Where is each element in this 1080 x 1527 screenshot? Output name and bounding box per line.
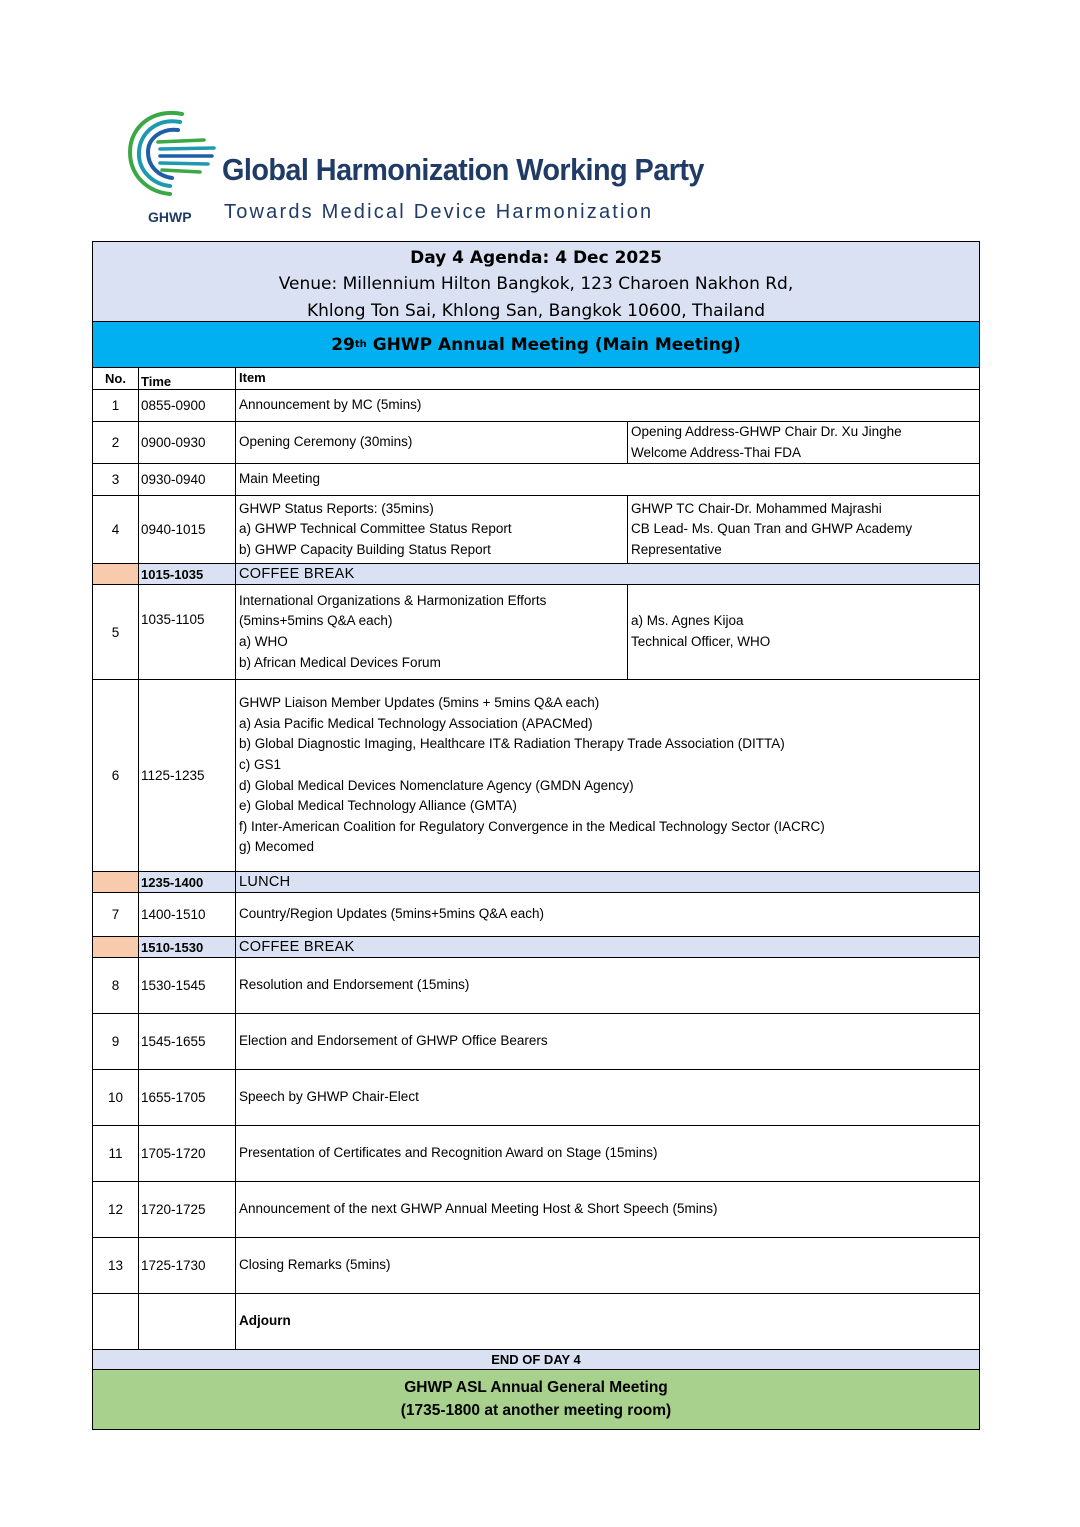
meeting-name: GHWP Annual Meeting (Main Meeting) (372, 334, 741, 355)
item-line: f) Inter-American Coalition for Regulatory Convergence in the Medical Technology Sector (IACRC) (239, 818, 825, 834)
venue-line-1: Venue: Millennium Hilton Bangkok, 123 Charoen Nakhon Rd, (278, 274, 794, 294)
row-no: 10 (93, 1070, 139, 1125)
row-no: 5 (93, 585, 139, 679)
meeting-ordinal-suffix: th (354, 339, 367, 350)
row-no: 7 (93, 893, 139, 936)
row-time: 0855-0900 (139, 390, 236, 421)
row-no: 1 (93, 390, 139, 421)
logo-tagline: Towards Medical Device Harmonization (224, 201, 654, 223)
agenda-row (93, 585, 979, 680)
col-header-item: Item (239, 370, 266, 385)
row-time: 1545-1655 (139, 1014, 236, 1069)
item-line: a) Asia Pacific Medical Technology Association (APACMed) (239, 715, 593, 731)
row-time: 1400-1510 (139, 893, 236, 936)
break-row (93, 872, 979, 893)
agenda-row (93, 496, 979, 564)
row-no: 3 (93, 464, 139, 495)
speaker-line: Technical Officer, WHO (631, 634, 771, 649)
agenda-header (93, 242, 979, 322)
row-no: 2 (93, 422, 139, 463)
row-item (236, 585, 628, 679)
break-label: COFFEE BREAK (236, 564, 979, 584)
row-item: Election and Endorsement of GHWP Office Bearers (239, 1033, 548, 1048)
item-line: a) GHWP Technical Committee Status Report (239, 521, 512, 537)
row-speaker (628, 422, 979, 463)
row-no: 6 (93, 680, 139, 871)
break-time: 1015-1035 (139, 564, 236, 584)
row-time: 0930-0940 (139, 464, 236, 495)
col-header-time: Time (139, 368, 236, 389)
agenda-row (93, 1070, 979, 1126)
break-row (93, 564, 979, 585)
speaker-line: Opening Address-GHWP Chair Dr. Xu Jinghe (631, 423, 902, 439)
asl-line-1: GHWP ASL Annual General Meeting (404, 1379, 668, 1396)
item-line: c) GS1 (239, 756, 282, 772)
agenda-row (93, 422, 979, 464)
row-time: 1530-1545 (139, 958, 236, 1013)
row-time: 1035-1105 (139, 585, 236, 679)
row-no: 12 (93, 1182, 139, 1237)
speaker-line: a) Ms. Agnes Kijoa (631, 613, 744, 629)
logo-title: Global Harmonization Working Party (222, 152, 704, 187)
agenda-row (93, 1014, 979, 1070)
agenda-row (93, 893, 979, 937)
break-no (93, 937, 139, 957)
row-item: Resolution and Endorsement (15mins) (239, 977, 470, 992)
break-time: 1235-1400 (139, 872, 236, 892)
meeting-title (93, 322, 979, 368)
row-item: Opening Ceremony (30mins) (236, 422, 628, 463)
item-line: b) GHWP Capacity Building Status Report (239, 541, 491, 557)
asl-line-2: (1735-1800 at another meeting room) (400, 1402, 672, 1419)
row-time: 1125-1235 (139, 680, 236, 871)
break-row (93, 937, 979, 958)
agenda-row (93, 958, 979, 1014)
meeting-ordinal-number: 29 (331, 334, 355, 355)
row-time (139, 1294, 236, 1349)
row-item: Announcement by MC (5mins) (239, 397, 422, 413)
logo-abbr: GHWP (148, 209, 192, 225)
break-no (93, 564, 139, 584)
item-line: d) Global Medical Devices Nomenclature Agency (GMDN Agency) (239, 777, 634, 793)
agenda-row (93, 464, 979, 496)
column-headers (93, 368, 979, 390)
agenda-row (93, 1126, 979, 1182)
item-line: International Organizations & Harmonization Efforts (239, 592, 547, 608)
row-no: 13 (93, 1238, 139, 1293)
item-line: (5mins+5mins Q&A each) (239, 613, 393, 629)
row-item: Adjourn (239, 1313, 291, 1328)
agenda-row (93, 1238, 979, 1294)
row-time: 0940-1015 (139, 496, 236, 563)
row-item: Presentation of Certificates and Recognition Award on Stage (15mins) (239, 1145, 658, 1160)
row-item: Announcement of the next GHWP Annual Meeting Host & Short Speech (5mins) (239, 1201, 718, 1216)
item-line: g) Mecomed (239, 839, 315, 855)
agenda-title: Day 4 Agenda: 4 Dec 2025 (410, 248, 662, 268)
row-no: 11 (93, 1126, 139, 1181)
speaker-line: GHWP TC Chair-Dr. Mohammed Majrashi (631, 500, 882, 516)
agenda-row-adjourn (93, 1294, 979, 1350)
row-item: Closing Remarks (5mins) (239, 1257, 391, 1272)
row-time: 1725-1730 (139, 1238, 236, 1293)
row-no: 4 (93, 496, 139, 563)
item-line: b) Global Diagnostic Imaging, Healthcare IT& Radiation Therapy Trade Association (DITTA) (239, 736, 785, 752)
row-no: 9 (93, 1014, 139, 1069)
ghwp-swirl-icon (124, 106, 220, 206)
row-item (236, 496, 628, 563)
row-no (93, 1294, 139, 1349)
row-item: Country/Region Updates (5mins+5mins Q&A each) (239, 906, 545, 922)
item-line: GHWP Liaison Member Updates (5mins + 5mins Q&A each) (239, 695, 600, 711)
item-line: GHWP Status Reports: (35mins) (239, 500, 434, 516)
speaker-line: Welcome Address-Thai FDA (631, 444, 802, 460)
item-line: b) African Medical Devices Forum (239, 654, 441, 670)
venue-line-2: Khlong Ton Sai, Khlong San, Bangkok 10600, Thailand (306, 301, 766, 321)
row-time: 1720-1725 (139, 1182, 236, 1237)
row-speaker (628, 585, 979, 679)
row-item: Speech by GHWP Chair-Elect (239, 1089, 419, 1104)
row-no: 8 (93, 958, 139, 1013)
row-item: Main Meeting (239, 471, 321, 487)
item-line: e) Global Medical Technology Alliance (GMTA) (239, 798, 517, 814)
row-item (236, 680, 979, 871)
item-line: a) WHO (239, 634, 288, 649)
agenda-row (93, 1182, 979, 1238)
break-label: LUNCH (236, 872, 979, 892)
row-speaker (628, 496, 979, 563)
end-of-day-banner: END OF DAY 4 (93, 1350, 979, 1370)
agenda-row (93, 680, 979, 872)
agenda-table (92, 241, 980, 1430)
row-time: 1705-1720 (139, 1126, 236, 1181)
ghwp-logo (124, 106, 724, 226)
row-time: 0900-0930 (139, 422, 236, 463)
break-label: COFFEE BREAK (236, 937, 979, 957)
agenda-row (93, 390, 979, 422)
break-time: 1510-1530 (139, 937, 236, 957)
col-header-no: No. (93, 368, 139, 389)
row-time: 1655-1705 (139, 1070, 236, 1125)
speaker-line: CB Lead- Ms. Quan Tran and GHWP Academy (631, 521, 913, 537)
break-no (93, 872, 139, 892)
speaker-line: Representative (631, 541, 722, 557)
asl-meeting-banner (93, 1370, 979, 1429)
